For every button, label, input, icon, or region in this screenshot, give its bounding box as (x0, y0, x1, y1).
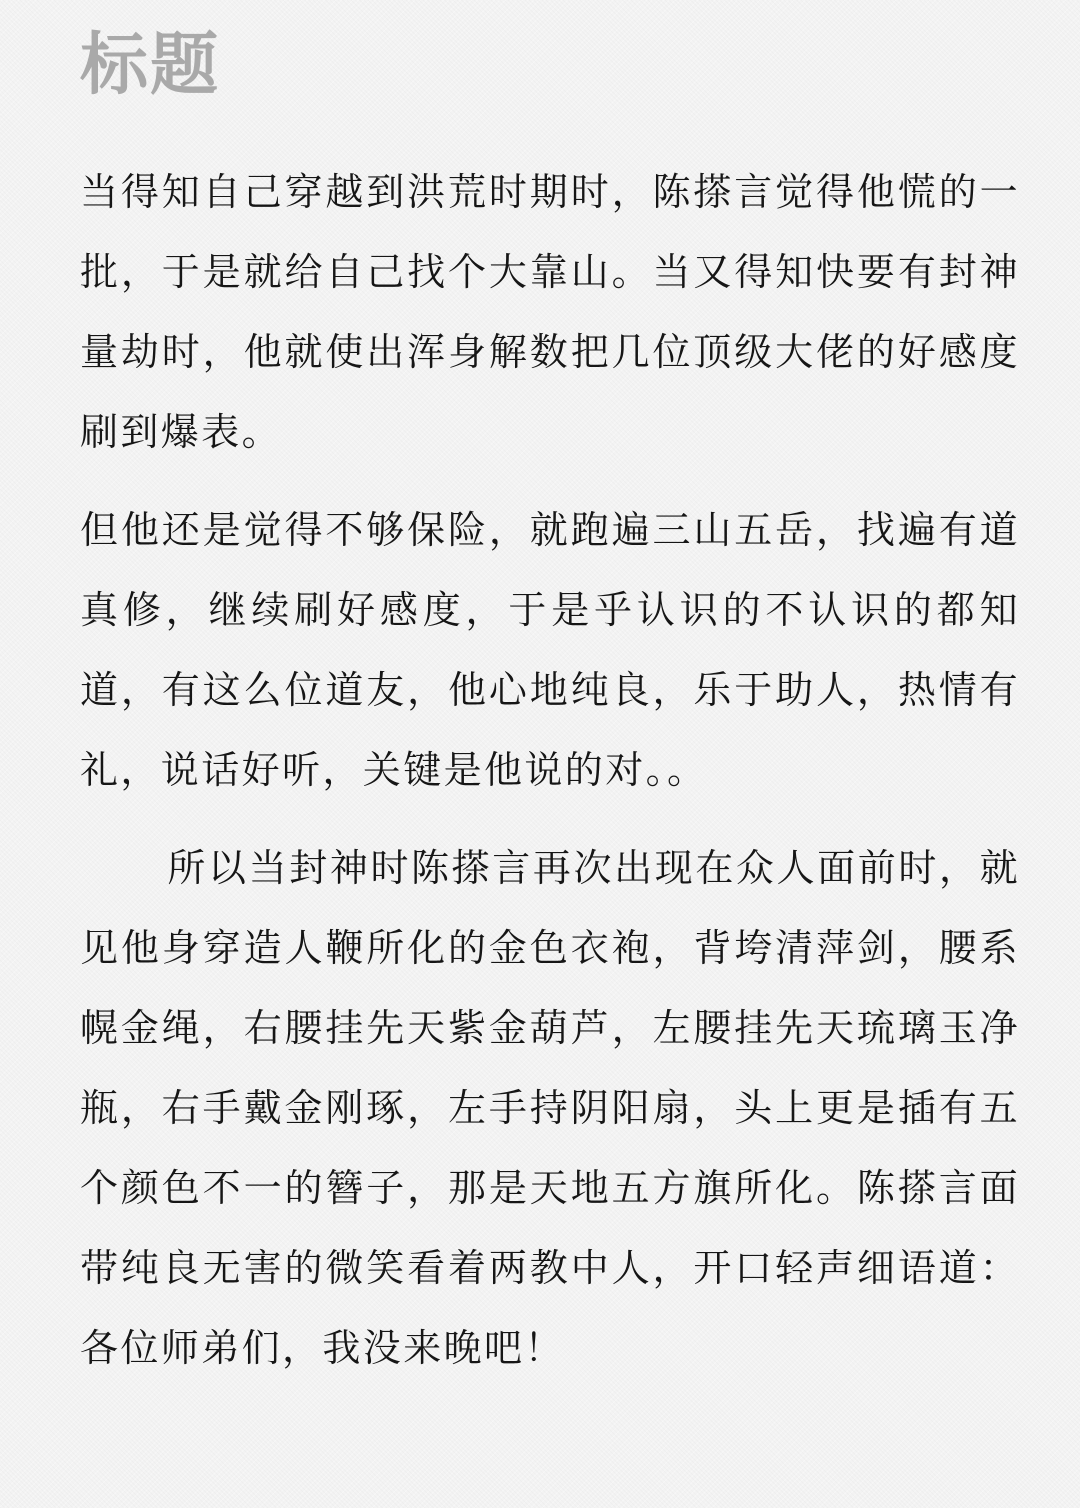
paragraph-2: 但他还是觉得不够保险，就跑遍三山五岳，找遍有道真修，继续刷好感度，于是乎认识的不认识的都知道，有这么位道友，他心地纯良，乐于助人，热情有礼，说话好听，关键是他说的对。。 (80, 508, 1020, 792)
article-body (80, 152, 1020, 1406)
page-title: 标题 (80, 26, 221, 105)
paragraph-1: 当得知自己穿越到洪荒时期时，陈搽言觉得他慌的一批，于是就给自己找个大靠山。当又得知快要有封神量劫时，他就使出浑身解数把几位顶级大佬的好感度刷到爆表。 (80, 170, 1020, 454)
paragraph-3: 所以当封神时陈搽言再次出现在众人面前时，就见他身穿造人鞭所化的金色衣袍，背垮清萍剑，腰系幌金绳，右腰挂先天紫金葫芦，左腰挂先天琉璃玉净瓶，右手戴金刚琢，左手持阴阳扇，头上更是插有五个颜色不一的簪子，那是天地五方旗所化。陈搽言面带纯良无害的微笑看着两教中人，开口轻声细语道：各位师弟们，我没来晚吧！ (80, 846, 1020, 1370)
